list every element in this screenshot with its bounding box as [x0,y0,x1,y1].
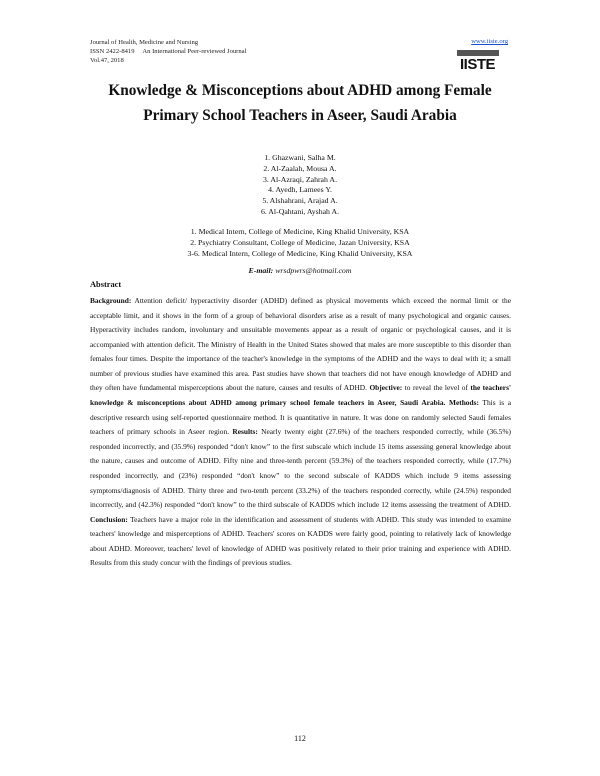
journal-header [90,38,510,65]
abstract-body [90,294,511,571]
contact-email [150,266,450,275]
background-label: Background: [90,296,132,305]
author-list [150,153,450,218]
objective-label: Objective: [369,383,403,393]
title-line-1: Knowledge & Misconceptions about ADHD among Female [108,82,492,99]
author-6: 6. Al-Qahtani, Ayshah A. [260,206,340,216]
methods-text: This is a descriptive research using self-reported questionnaire method. It is quantitative in nature. It was done on randomly selected Saudi females teachers of primary schools in Aseer region. [90,398,511,437]
author-1: 1. Ghazwani, Salha M. [264,153,336,162]
methods-label: Methods: [445,398,479,408]
conclusion-text: Teachers have a major role in the identification and assessment of students with ADHD. This study was intended to examine teachers' knowledge and misperceptions of ADHD. Teachers' scores on KADDS were fairly good, pointing to relatively lack of knowledge about ADHD. Moreover, teachers' level of knowledge of ADHD was positively related to their prior training and experience with ADHD. Results from this study concur with the findings of previous studies. [90,514,511,568]
journal-website-link[interactable]: www.iiste.org [471,38,508,45]
email-address[interactable]: wrsdpwrs@hotmail.com [275,266,352,275]
title-line-2: Primary School Teachers in Aseer, Saudi Arabia [143,107,457,124]
journal-volume: Vol.47, 2018 [90,57,124,64]
journal-issn: ISSN 2422-8419 An International Peer-reviewed Journal [90,48,247,55]
results-text: Nearly twenty eight (27.6%) of the teachers responded correctly, while (36.5%) responded incorrectly, and (35.9%) responded “don't know” to the first subscale which include 15 items assessing general knowledge about the nature, causes and outcome of ADHD. Fifty nine and three-tenth percent (59.3%) of the teachers responded correctly, while (17.7%) responded incorrectly, and (23%) responded “don't know” to the second subscale of KADDS which include 9 items assessing symptoms/diagnosis of ADHD. Thirty three and two-tenth percent (33.2%) of the teachers responded correctly, while (24.5%) responded incorrectly, and (42.3%) responded “don't know” to the third subscale of KADDS which include 12 items assessing the treatment of ADHD. [90,427,511,510]
iiste-logo [457,50,499,74]
affiliation-list [120,227,480,259]
author-3: 3. Al-Azraqi, Zahrah A. [262,174,338,184]
abstract-heading: Abstract [90,280,122,289]
author-2: 2. Al-Zaalah, Mousa A. [263,163,337,173]
affiliation-2: 2. Psychiatry Consultant, College of Medicine, Jazan University, KSA [190,237,410,247]
affiliation-1: 1. Medical Intern, College of Medicine, King Khalid University, KSA [190,227,410,236]
author-5: 5. Alshahrani, Arajad A. [262,196,338,206]
journal-name: Journal of Health, Medicine and Nursing [90,39,199,46]
objective-bold: the teachers' knowledge & misconceptions about ADHD among primary school female teachers in Aseer, Saudi Arabia. [90,383,511,408]
author-4: 4. Ayedh, Lamees Y. [268,185,332,195]
objective-text: to reveal the level of [402,383,471,393]
logo-text: IISTE [460,56,496,73]
paper-title [60,78,540,128]
email-label: E-mail: [248,266,274,275]
background-text: Attention deficit/ hyperactivity disorder (ADHD) defined as physical movements which exceed the normal limit or the acceptable limit, and it shows in the form of a group of behavioral disorders arise as a result of many psychological and organic causes. Hyperactivity includes random, involuntary and unsuitable movements appear as a result of organic or psychological causes, and it is accompanied with attention deficit. The Ministry of Health in the United States showed that males are more susceptible to this disorder than females four times. Despite the importance of the teacher's knowledge in the symptoms of the ADHD and the ways to deal with it; a small number of previous studies have examined this area. Past studies have shown that teachers did not have enough knowledge of ADHD and they often have fundamental misperceptions about the nature, causes and results of ADHD. [90,296,511,393]
conclusion-label: Conclusion: [90,514,128,524]
affiliation-3: 3-6. Medical Intern, College of Medicine, King Khalid University, KSA [187,248,413,258]
results-label: Results: [232,427,258,437]
page-number: 112 [294,734,306,743]
